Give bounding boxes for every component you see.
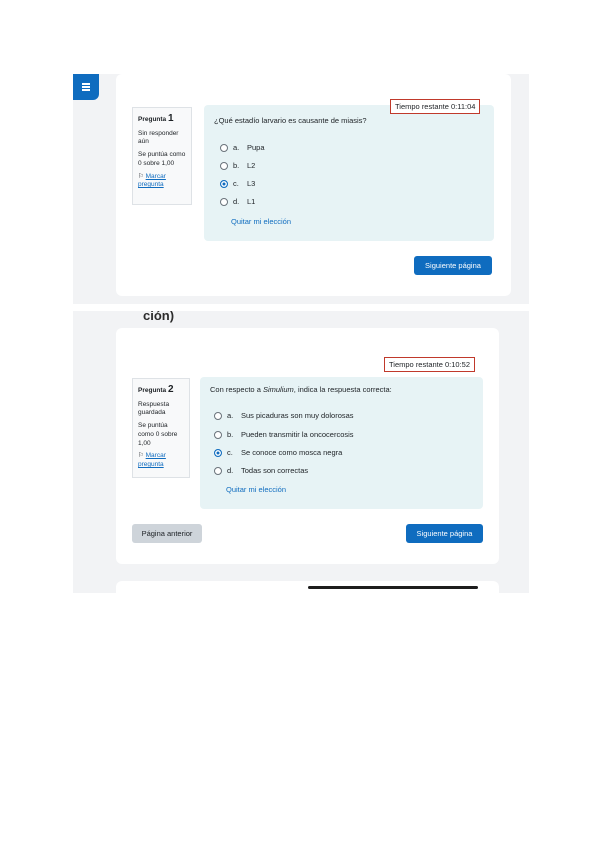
- question-text-2: Con respecto a Simulium, indica la respuesta correcta:: [210, 385, 392, 394]
- option-1d[interactable]: d. L1: [220, 197, 255, 206]
- option-1a[interactable]: a. Pupa: [220, 143, 265, 152]
- radio-icon[interactable]: [214, 467, 222, 475]
- option-2a[interactable]: a. Sus picaduras son muy dolorosas: [214, 411, 354, 420]
- question-card-1: [116, 74, 511, 296]
- question-card-2: [116, 328, 499, 564]
- previous-page-button[interactable]: Página anterior: [132, 524, 202, 543]
- question-number-2: Pregunta 2: [138, 384, 174, 395]
- question-number-1: Pregunta 1: [138, 113, 174, 124]
- menu-icon[interactable]: [73, 74, 99, 100]
- option-1b[interactable]: b. L2: [220, 161, 255, 170]
- radio-checked-icon[interactable]: [214, 449, 222, 457]
- question-info-1: [132, 107, 192, 205]
- question-text-1: ¿Qué estadío larvario es causante de miasis?: [214, 116, 367, 125]
- answer-box-1: [204, 105, 494, 241]
- radio-icon[interactable]: [220, 144, 228, 152]
- radio-icon[interactable]: [214, 412, 222, 420]
- flag-icon: ⚐: [138, 452, 146, 460]
- radio-icon[interactable]: [220, 198, 228, 206]
- answer-box-2: [200, 377, 483, 509]
- partial-heading: ción): [143, 311, 175, 323]
- timer-2: Tiempo restante 0:10:52: [384, 357, 475, 372]
- question-score-1: Se puntúa como 0 sobre 1,00: [138, 151, 186, 167]
- question-status-1: Sin responder aún: [138, 129, 179, 146]
- question-info-2: [132, 378, 190, 478]
- option-2c[interactable]: c. Se conoce como mosca negra: [214, 448, 342, 457]
- next-page-button-2[interactable]: Siguiente página: [406, 524, 483, 543]
- quiz-screenshot-1: [73, 74, 529, 304]
- radio-icon[interactable]: [214, 431, 222, 439]
- clear-choice-1[interactable]: Quitar mi elección: [231, 217, 292, 226]
- flag-question-1[interactable]: ⚐ Marcar pregunta: [138, 172, 166, 189]
- home-indicator: [308, 586, 478, 589]
- option-2b[interactable]: b. Pueden transmitir la oncocercosis: [214, 430, 354, 439]
- timer-1: Tiempo restante 0:11:04: [390, 99, 480, 114]
- radio-icon[interactable]: [220, 162, 228, 170]
- radio-checked-icon[interactable]: [220, 180, 228, 188]
- flag-icon: ⚐: [138, 172, 146, 180]
- option-2d[interactable]: d. Todas son correctas: [214, 466, 308, 475]
- clear-choice-2[interactable]: Quitar mi elección: [226, 485, 287, 494]
- flag-question-2[interactable]: ⚐ Marcar pregunta: [138, 452, 166, 469]
- question-status-2: Respuesta guardada: [138, 400, 170, 417]
- question-score-2: Se puntúa como 0 sobre 1,00: [138, 422, 178, 447]
- option-1c[interactable]: c. L3: [220, 179, 255, 188]
- quiz-screenshot-2: [73, 311, 529, 593]
- next-page-button-1[interactable]: Siguiente página: [414, 256, 492, 275]
